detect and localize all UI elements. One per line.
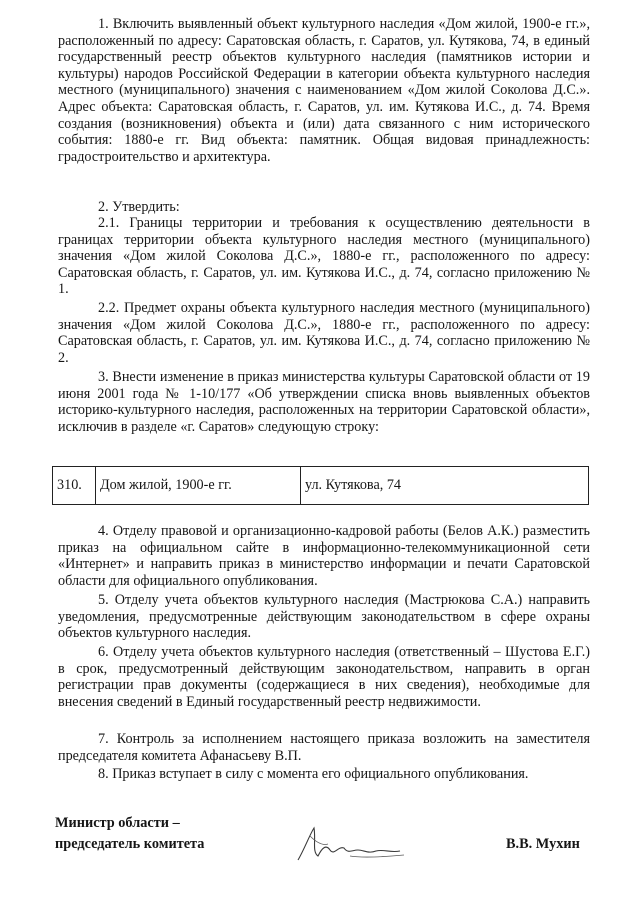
paragraph-2-2: 2.2. Предмет охраны объекта культурного наследия местного (муниципального) значения «Дом жилой Соколова Д.С.», 1880-е гг., расположенного по адресу: Саратовская область, г. Саратов, ул. им. Кутякова И.С., д. 74, согласно приложению № 2. bbox=[58, 300, 590, 366]
paragraph-3: 3. Внести изменение в приказ министерства культуры Саратовской области от 19 июня 2001 года № 1-10/177 «Об утверждении списка вновь выявленных объектов историко-культурного наследия, расположенных на территории Саратовской области», исключив в разделе «г. Саратов» следующую строку: bbox=[58, 369, 590, 435]
paragraph-7: 7. Контроль за исполнением настоящего приказа возложить на заместителя председателя комитета Афанасьеву В.П. bbox=[58, 731, 590, 764]
signatory-title bbox=[55, 813, 204, 855]
table-row bbox=[53, 467, 589, 505]
paragraph-1: 1. Включить выявленный объект культурного наследия «Дом жилой, 1900-е гг.», расположенный по адресу: Саратовская область, г. Саратов, ул. Кутякова, 74, в единый государственный реестр объектов культурного наследия (памятников истории и культуры) народов Российской Федерации в категории объекта культурного наследия местного (муниципального) значения с наименованием «Дом жилой Соколова Д.С.». Адрес объекта: Саратовская область, г. Саратов, ул. им. Кутякова И.С., д. 74. Время создания (возникновения) объекта и (или) дата связанного с ним исторического события: 1880-е гг. Вид объекта: памятник. Общая видовая принадлежность: градостроительство и архитектура. bbox=[58, 16, 590, 165]
paragraph-4: 4. Отделу правовой и организационно-кадровой работы (Белов А.К.) разместить приказ на официальном сайте в информационно-телекоммуникационной сети «Интернет» и направить приказ в министерство информации и печати Саратовской области для официального опубликования. bbox=[58, 523, 590, 589]
table-cell-address: ул. Кутякова, 74 bbox=[301, 467, 589, 505]
signatory-title-line2: председатель комитета bbox=[55, 836, 205, 852]
paragraph-5: 5. Отделу учета объектов культурного наследия (Мастрюкова С.А.) направить уведомления, предусмотренные действующим законодательством в сфере охраны объектов культурного наследия. bbox=[58, 592, 590, 642]
paragraph-2: 2. Утвердить: bbox=[98, 199, 180, 215]
signatory-title-line1: Министр области – bbox=[55, 815, 180, 831]
paragraph-2-1: 2.1. Границы территории и требования к осуществлению деятельности в границах территории объекта культурного наследия местного (муниципального) значения «Дом жилой Соколова Д.С.», 1880-е гг., расположенного по адресу: Саратовская область, г. Саратов, ул. им. Кутякова И.С., д. 74, согласно приложению № 1. bbox=[58, 215, 590, 298]
table-cell-name: Дом жилой, 1900-е гг. bbox=[96, 467, 301, 505]
paragraph-8: 8. Приказ вступает в силу с момента его официального опубликования. bbox=[98, 766, 529, 782]
excluded-row-table bbox=[52, 466, 589, 505]
handwritten-signature bbox=[292, 820, 442, 870]
table-cell-number: 310. bbox=[53, 467, 96, 505]
paragraph-6: 6. Отделу учета объектов культурного наследия (ответственный – Шустова Е.Г.) в срок, предусмотренный действующим законодательством, направить в орган регистрации прав документы (содержащиеся в них сведения), необходимые для внесения сведений в Единый государственный реестр недвижимости. bbox=[58, 644, 590, 710]
signatory-name: В.В. Мухин bbox=[506, 836, 580, 852]
